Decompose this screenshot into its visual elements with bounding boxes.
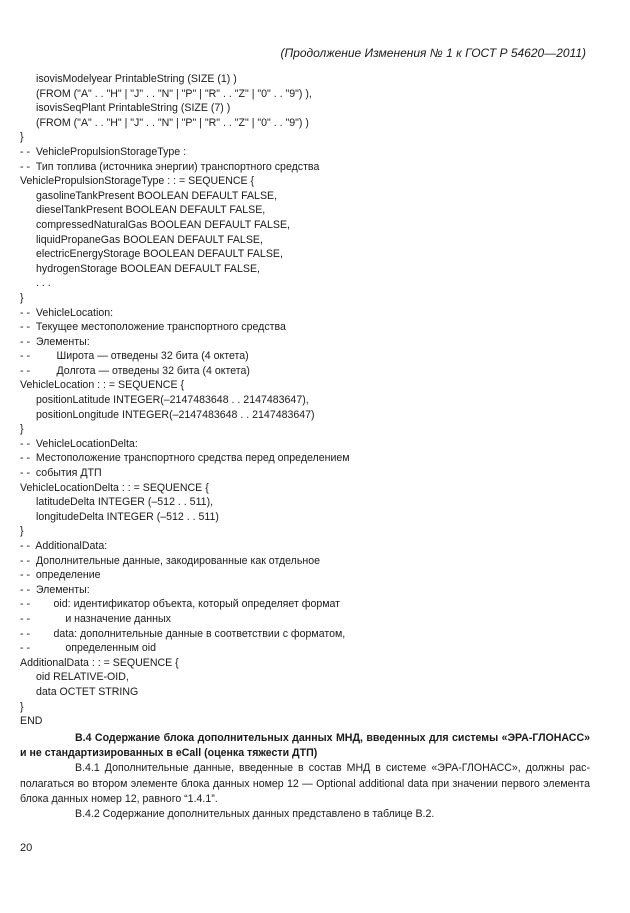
code-line: - - Тип топлива (источника энергии) транспортного средства xyxy=(20,160,320,173)
code-line: - - Текущее местоположение транспортного средства xyxy=(20,321,286,334)
code-line: - - Элементы: xyxy=(20,335,90,348)
code-line: compressedNaturalGas BOOLEAN DEFAULT FALSE, xyxy=(36,218,290,231)
code-line: - - oid: идентификатор объекта, который определяет формат xyxy=(20,598,341,611)
code-line: (FROM ("A" . . "H" | "J" . . "N" | "P" | "R" . . "Z" | "0" . . "9") ) xyxy=(36,116,309,129)
document-text xyxy=(20,731,590,822)
code-line: } xyxy=(20,700,24,713)
code-line: - - и назначение данных xyxy=(20,612,171,625)
code-line: - - Долгота — отведены 32 бита (4 октета) xyxy=(20,364,250,377)
code-line: - - определенным oid xyxy=(20,642,156,655)
code-line: dieselTankPresent BOOLEAN DEFAULT FALSE, xyxy=(36,204,266,217)
code-line: AdditionalData : : = SEQUENCE { xyxy=(20,656,179,669)
code-line: (FROM ("A" . . "H" | "J" . . "N" | "P" | "R" . . "Z" | "0" . . "9") ), xyxy=(36,87,312,100)
code-line: - - Местоположение транспортного средства перед определением xyxy=(20,452,350,465)
code-line: VehiclePropulsionStorageType : : = SEQUENCE { xyxy=(20,175,255,188)
code-line: END xyxy=(20,715,43,728)
asn1-code-block xyxy=(20,72,590,729)
code-line: - - события ДТП xyxy=(20,467,102,480)
paragraph-b42: В.4.2 Содержание дополнительных данных представлено в таблице В.2. xyxy=(75,808,435,821)
code-line: . . . xyxy=(36,277,51,290)
code-line: } xyxy=(20,291,24,304)
code-line: - - data: дополнительные данные в соответствии с форматом, xyxy=(20,627,346,640)
code-line: latitudeDelta INTEGER (–512 . . 511), xyxy=(36,496,214,509)
code-line: isovisSeqPlant PrintableString (SIZE (7) ) xyxy=(36,102,231,115)
code-line: VehicleLocation : : = SEQUENCE { xyxy=(20,379,184,392)
code-line: } xyxy=(20,423,24,436)
code-line: - - VehicleLocation: xyxy=(20,306,114,319)
page-header: (Продолжение Изменения № 1 к ГОСТ Р 54620—2011) xyxy=(280,46,586,60)
page-number: 20 xyxy=(20,842,33,854)
code-line: gasolineTankPresent BOOLEAN DEFAULT FALSE, xyxy=(36,189,278,202)
code-line: positionLongitude INTEGER(–2147483648 . . 2147483647) xyxy=(36,408,315,421)
code-line: isovisModelyear PrintableString (SIZE (1) ) xyxy=(36,73,237,85)
code-line: - - VehicleLocationDelta: xyxy=(20,437,138,450)
code-line: - - определение xyxy=(20,569,101,582)
code-line: liquidPropaneGas BOOLEAN DEFAULT FALSE, xyxy=(36,233,263,246)
code-line: - - AdditionalData: xyxy=(20,540,108,552)
code-line: electricEnergyStorage BOOLEAN DEFAULT FALSE, xyxy=(36,248,283,261)
code-line: hydrogenStorage BOOLEAN DEFAULT FALSE, xyxy=(36,262,260,275)
code-line: oid RELATIVE-OID, xyxy=(36,671,129,684)
code-line: longitudeDelta INTEGER (–512 . . 511) xyxy=(36,510,219,523)
code-line: - - Элементы: xyxy=(20,583,90,596)
section-heading-b4: В.4 Содержание блока дополнительных данных МНД, введенных для системы «ЭРА-ГЛОНАСС» и не стандартизированных в eCall (оценка тяжести ДТП) xyxy=(20,732,590,760)
code-line: data OCTET STRING xyxy=(36,685,139,698)
paragraph-b41: В.4.1 Дополнительные данные, введенные в состав МНД в системе «ЭРА-ГЛОНАСС», должны рас-полагаться во втором элементе блока данных номер 12 — Optional additional data при значении первого элемента блока данных номер 12, равного “1.4.1”. xyxy=(20,762,590,805)
code-line: } xyxy=(20,525,24,538)
code-line: } xyxy=(20,131,24,144)
code-line: - - Дополнительные данные, закодированные как отдельное xyxy=(20,554,321,567)
code-line: positionLatitude INTEGER(–2147483648 . . 2147483647), xyxy=(36,394,309,407)
code-line: - - Широта — отведены 32 бита (4 октета) xyxy=(20,350,249,363)
code-line: VehicleLocationDelta : : = SEQUENCE { xyxy=(20,481,209,494)
code-line: - - VehiclePropulsionStorageType : xyxy=(20,145,187,158)
